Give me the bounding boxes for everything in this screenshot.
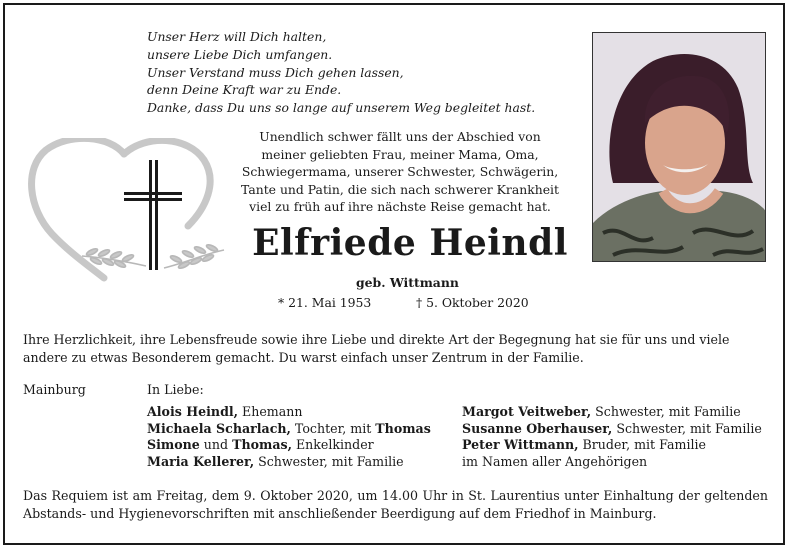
farewell-line: Unendlich schwer fällt uns der Abschied von (259, 129, 541, 144)
farewell-line: viel zu früh auf ihre nächste Reise gemacht hat. (249, 199, 551, 215)
birth-date: * 21. Mai 1953 (278, 295, 372, 310)
farewell-line: Schwiegermama, unserer Schwester, Schwägerin, (241, 164, 559, 180)
farewell-line: meiner geliebten Frau, meiner Mama, Oma, (261, 146, 539, 162)
poem (147, 28, 535, 117)
mourner-name: Margot Veitweber, (462, 404, 592, 419)
mourner-relation: im Namen aller Angehörigen (462, 453, 648, 469)
mourner-row (462, 421, 762, 438)
poem-line: Unser Herz will Dich halten, (147, 29, 327, 44)
deceased-name (0, 222, 790, 264)
mourner-name: Michaela Scharlach, (147, 420, 291, 436)
death-date: † 5. Oktober 2020 (416, 295, 529, 310)
mourner-relation: Schwester, mit Familie (591, 404, 741, 419)
farewell-text (220, 128, 580, 216)
mourner-relation: Tochter, mit (290, 420, 376, 436)
in-love-heading: In Liebe: (147, 382, 204, 397)
poem-line: denn Deine Kraft war zu Ende. (147, 82, 342, 98)
deceased-name-text: Elfriede Heindl (252, 222, 568, 264)
mourner-name: Peter Wittmann, (462, 437, 579, 453)
mourner-relation: Bruder, mit Familie (578, 437, 706, 453)
mourners-left (147, 404, 431, 470)
poem-line: unsere Liebe Dich umfangen. (147, 46, 333, 62)
place: Mainburg (23, 382, 86, 397)
life-dates (278, 295, 529, 310)
poem-line: Unser Verstand muss Dich gehen lassen, (147, 64, 404, 80)
farewell-line: Tante und Patin, die sich nach schwerer Krankheit (241, 181, 559, 197)
mourner-row (462, 454, 762, 471)
mourner-name: Thomas, (232, 437, 292, 453)
mourner-row (462, 437, 762, 454)
mourner-relation: und (199, 437, 233, 453)
mourner-name: Thomas (375, 420, 431, 436)
tribute-text: Ihre Herzlichkeit, ihre Lebensfreude sowie ihre Liebe und direkte Art der Begegnung hat sie für uns und viele andere zu etwas Besonderem gemacht. Du warst einfach unser Zentrum in der Familie. (23, 332, 730, 365)
mourner-row (147, 454, 431, 471)
mourner-row (147, 437, 431, 454)
mourner-row (147, 404, 431, 421)
birth-name: geb. Wittmann (356, 275, 459, 290)
heart-cross-emblem (28, 138, 228, 288)
mourner-name: Simone (147, 437, 200, 453)
mourner-relation: Schwester, mit Familie (254, 453, 404, 469)
mourner-relation: Enkelkinder (291, 437, 374, 453)
mourners-right (462, 404, 762, 470)
mourner-name: Susanne Oberhauser, (462, 420, 613, 436)
mourner-name: Maria Kellerer, (147, 453, 255, 469)
mourner-relation: Schwester, mit Familie (612, 420, 762, 436)
mourner-row (462, 404, 762, 421)
mourner-relation: Ehemann (238, 404, 303, 419)
mourner-name: Alois Heindl, (147, 404, 239, 419)
mourner-row (147, 421, 431, 438)
funeral-service-text: Das Requiem ist am Freitag, dem 9. Oktober 2020, um 14.00 Uhr in St. Laurentius unter Einhaltung der geltenden Abstands- und Hygienevorschriften mit anschließender Beerdigung auf dem Friedhof in Mainburg. (23, 488, 768, 521)
poem-line: Danke, dass Du uns so lange auf unserem Weg begleitet hast. (147, 100, 536, 116)
